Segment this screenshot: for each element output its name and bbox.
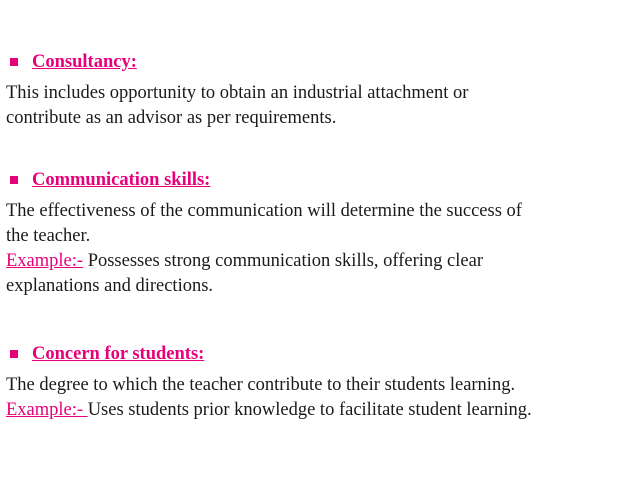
body-line: The effectiveness of the communication will determine the success of bbox=[6, 201, 522, 221]
section-body bbox=[6, 199, 630, 299]
section-consultancy bbox=[6, 49, 630, 131]
heading-consultancy: Consultancy: bbox=[32, 52, 137, 72]
section-body bbox=[6, 81, 630, 131]
square-bullet-icon bbox=[10, 176, 18, 184]
body-line: contribute as an advisor as per requirements. bbox=[6, 108, 337, 128]
square-bullet-icon bbox=[10, 350, 18, 358]
body-line: the teacher. bbox=[6, 226, 91, 246]
section-concern-for-students bbox=[6, 341, 630, 423]
section-heading bbox=[6, 167, 630, 193]
heading-concern-for-students: Concern for students: bbox=[32, 344, 205, 364]
example-text: Uses students prior knowledge to facilitate student learning. bbox=[87, 400, 532, 420]
example-text: Possesses strong communication skills, offering clear bbox=[83, 251, 483, 271]
body-line: This includes opportunity to obtain an industrial attachment or bbox=[6, 83, 469, 103]
section-heading bbox=[6, 49, 630, 75]
example-line bbox=[6, 249, 630, 274]
section-heading bbox=[6, 341, 630, 367]
heading-communication-skills: Communication skills: bbox=[32, 170, 211, 190]
example-label: Example:- bbox=[6, 400, 88, 420]
section-communication-skills bbox=[6, 167, 630, 299]
example-line-continued: explanations and directions. bbox=[6, 276, 214, 296]
body-line: The degree to which the teacher contribute to their students learning. bbox=[6, 375, 516, 395]
section-body bbox=[6, 373, 630, 423]
example-label: Example:- bbox=[6, 251, 84, 271]
square-bullet-icon bbox=[10, 58, 18, 66]
example-line bbox=[6, 398, 630, 423]
